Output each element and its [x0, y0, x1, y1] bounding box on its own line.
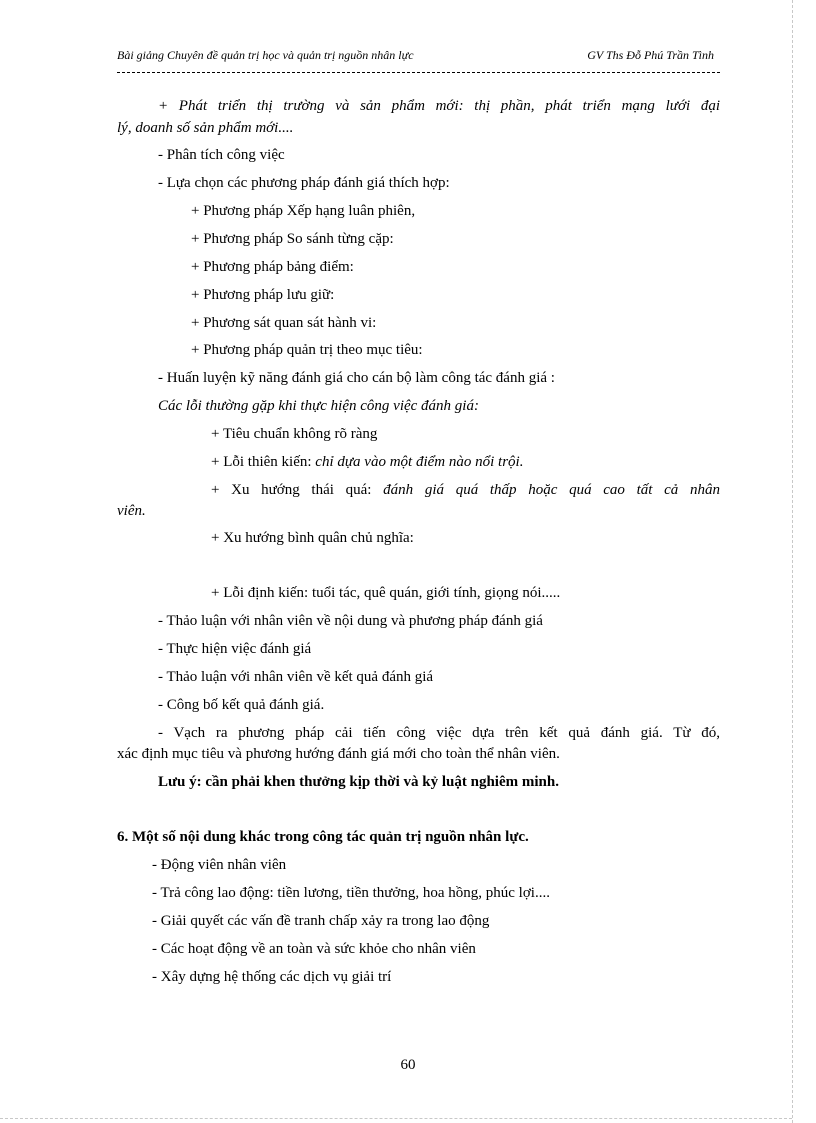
body-line-method-ranking: + Phương pháp Xếp hạng luân phiên, — [191, 203, 416, 219]
body-line-error-standard: + Tiêu chuẩn không rõ ràng — [211, 426, 378, 442]
body-line-method-mbo: + Phương pháp quản trị theo mục tiêu: — [191, 342, 423, 358]
body-line-discuss-results: - Thảo luận với nhân viên về kết quả đánh giá — [158, 669, 434, 685]
header-divider — [117, 72, 720, 73]
body-line-method-observation: + Phương sát quan sát hành vi: — [191, 315, 377, 331]
text-italic: chỉ dựa vào một điểm nào nổi trội. — [315, 454, 524, 470]
section-item-safety: - Các hoạt động về an toàn và sức khỏe cho nhân viên — [152, 941, 476, 957]
text: - Vạch ra phương pháp cải tiến công việc dựa trên kết quả đánh giá. Từ đó, — [158, 725, 720, 741]
body-line-error-central: + Xu hướng bình quân chủ nghĩa: — [211, 530, 414, 546]
body-line-perform: - Thực hiện việc đánh giá — [158, 641, 312, 657]
body-line-market — [117, 97, 720, 115]
body-line-error-extreme-cont: viên. — [117, 503, 146, 519]
header-course-title: Bài giảng Chuyên đề quản trị học và quản trị nguồn nhân lực — [117, 48, 414, 62]
body-line-method-scale: + Phương pháp bảng điểm: — [191, 259, 354, 275]
body-line-error-halo — [211, 453, 523, 471]
section-item-motivation: - Động viên nhân viên — [152, 857, 287, 873]
body-line-job-analysis: - Phân tích công việc — [158, 147, 285, 163]
text: + Phát triển thị trường và sản phẩm mới: thị phần, phát triển mạng lưới đại — [158, 98, 720, 114]
body-line-method-records: + Phương pháp lưu giữ: — [191, 287, 335, 303]
header-lecturer: GV Ths Đỗ Phú Trần Tình — [587, 48, 714, 62]
body-line-common-errors: Các lỗi thường gặp khi thực hiện công việc đánh giá: — [158, 398, 479, 414]
body-line-discuss-content: - Thảo luận với nhân viên về nội dung và phương pháp đánh giá — [158, 613, 543, 629]
text-italic: đánh giá quá thấp hoặc quá cao tất cả nhân — [383, 482, 721, 498]
body-line-note: Lưu ý: cần phải khen thưởng kịp thời và kỷ luật nghiêm minh. — [158, 774, 559, 790]
page-header — [117, 48, 720, 66]
body-line-announce: - Công bố kết quả đánh giá. — [158, 697, 325, 713]
body-line-improve — [117, 724, 720, 742]
page-edge-right — [792, 0, 793, 1123]
body-line-market-cont: lý, doanh số sản phẩm mới.... — [117, 120, 294, 136]
page-edge-bottom — [0, 1118, 792, 1119]
body-line-error-bias: + Lỗi định kiến: tuổi tác, quê quán, giới tính, giọng nói..... — [211, 585, 561, 601]
body-line-error-extreme — [211, 481, 720, 499]
body-line-improve-cont: xác định mục tiêu và phương hướng đánh giá mới cho toàn thể nhân viên. — [117, 746, 560, 762]
section-item-disputes: - Giải quyết các vấn đề tranh chấp xảy ra trong lao động — [152, 913, 490, 929]
text: + Lỗi thiên kiến: — [211, 454, 316, 470]
text: + Xu hướng thái quá: — [211, 482, 384, 498]
section-item-recreation: - Xây dựng hệ thống các dịch vụ giải trí — [152, 969, 392, 985]
section-title: 6. Một số nội dung khác trong công tác quản trị nguồn nhân lực. — [117, 829, 529, 845]
body-line-method-pair: + Phương pháp So sánh từng cặp: — [191, 231, 394, 247]
page-number: 60 — [400, 1057, 416, 1073]
body-line-choose-methods: - Lựa chọn các phương pháp đánh giá thích hợp: — [158, 175, 450, 191]
section-item-compensation: - Trả công lao động: tiền lương, tiền thưởng, hoa hồng, phúc lợi.... — [152, 885, 550, 901]
body-line-training: - Huấn luyện kỹ năng đánh giá cho cán bộ làm công tác đánh giá : — [158, 370, 555, 386]
